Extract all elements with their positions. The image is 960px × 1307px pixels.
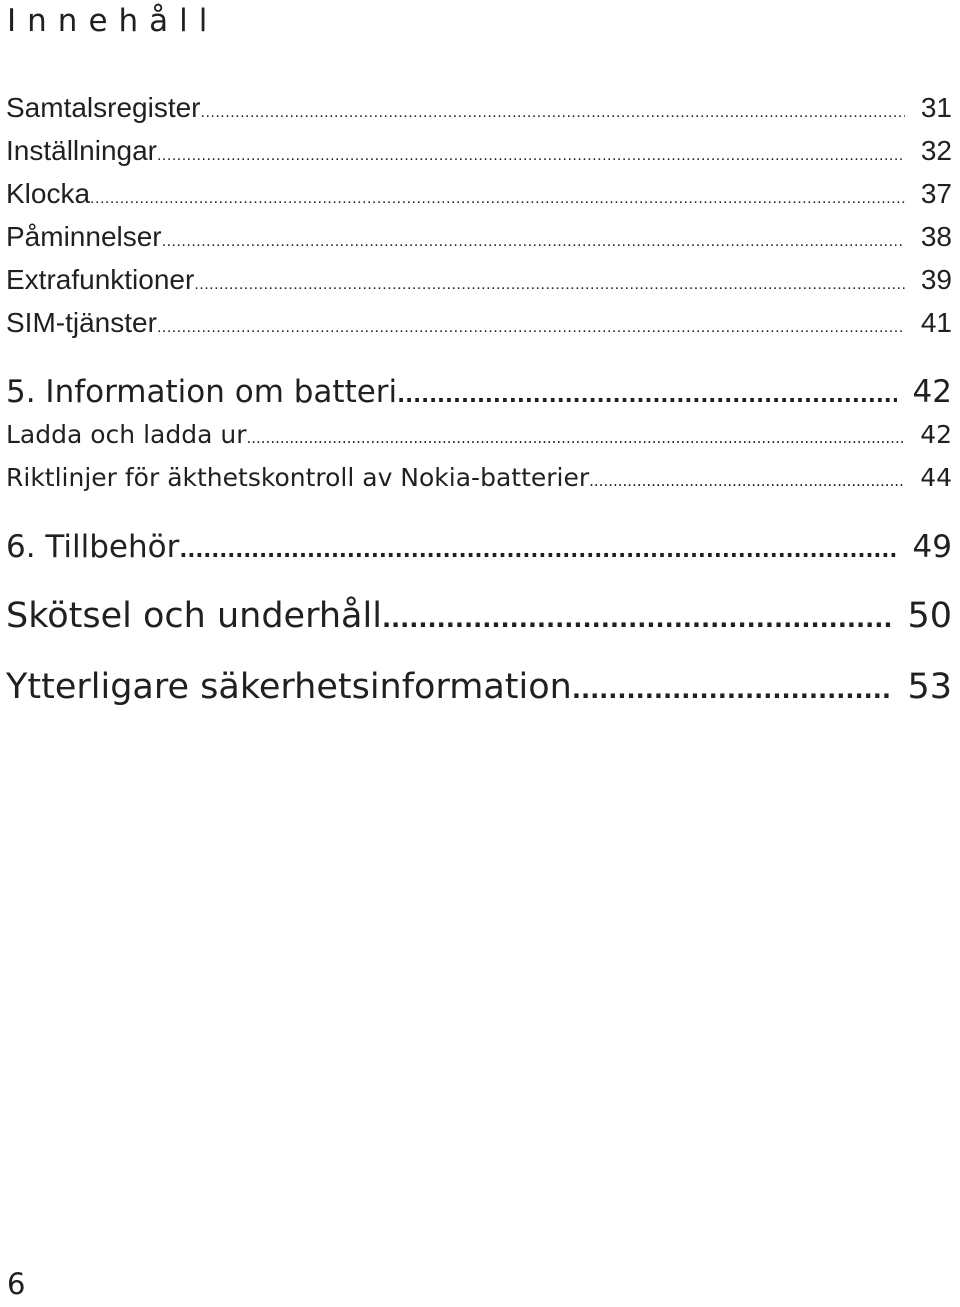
dot-leader <box>157 310 905 346</box>
toc-entry-samtalsregister[interactable] <box>6 90 952 131</box>
dot-leader <box>179 530 896 570</box>
toc-entry-page: 37 <box>920 178 952 209</box>
toc-entry-riktlinjer[interactable] <box>6 461 952 498</box>
dot-leader <box>162 224 905 260</box>
dot-leader <box>382 597 892 641</box>
dot-leader <box>246 421 904 455</box>
dot-leader <box>194 267 905 303</box>
toc-entry-klocka[interactable] <box>6 176 952 217</box>
toc-entry-page: 39 <box>920 264 952 295</box>
toc-entry-page: 41 <box>920 307 952 338</box>
toc-chapter-6[interactable] <box>6 527 952 570</box>
toc-heading: Innehåll <box>7 3 219 39</box>
dot-leader <box>589 464 904 498</box>
toc-entry-page: 32 <box>920 135 952 166</box>
toc-entry-page: 49 <box>912 529 952 565</box>
toc-entry-label: Skötsel och underhåll <box>6 596 382 636</box>
page-number: 6 <box>7 1267 26 1301</box>
dot-leader <box>201 95 905 131</box>
toc-entry-label: Påminnelser <box>6 221 162 252</box>
toc-entry-ladda[interactable] <box>6 418 952 455</box>
toc-entry-label: 6. Tillbehör <box>6 529 180 565</box>
toc-entry-sim-tjanster[interactable] <box>6 305 952 346</box>
toc-entry-paminnelser[interactable] <box>6 219 952 260</box>
toc-entry-page: 53 <box>907 667 952 707</box>
toc-entry-label: SIM-tjänster <box>6 307 157 338</box>
toc-entry-label: Ytterligare säkerhetsinformation <box>6 667 572 707</box>
toc-entry-label: Inställningar <box>6 135 157 166</box>
toc-entry-label: 5. Information om batteri <box>6 374 398 410</box>
toc-entry-page: 42 <box>920 420 952 449</box>
toc-entry-label: Samtalsregister <box>6 92 201 123</box>
toc-chapter-skotsel[interactable] <box>6 594 952 641</box>
dot-leader <box>90 181 905 217</box>
toc-entry-extrafunktioner[interactable] <box>6 262 952 303</box>
toc-entry-label: Riktlinjer för äkthetskontroll av Nokia-batterier <box>6 463 590 492</box>
toc-entry-page: 38 <box>920 221 952 252</box>
toc-entry-label: Klocka <box>6 178 91 209</box>
toc-entry-label: Ladda och ladda ur <box>6 420 247 449</box>
toc-entry-label: Extrafunktioner <box>6 264 195 295</box>
toc-entry-page: 31 <box>920 92 952 123</box>
toc-chapter-5[interactable] <box>6 372 952 415</box>
toc-entry-page: 42 <box>912 374 952 410</box>
toc-entry-page: 44 <box>920 463 952 492</box>
toc-entry-installningar[interactable] <box>6 133 952 174</box>
dot-leader <box>572 668 892 712</box>
toc-entry-page: 50 <box>907 596 952 636</box>
toc-chapter-ytterligare[interactable] <box>6 665 952 712</box>
dot-leader <box>397 375 896 415</box>
dot-leader <box>157 138 905 174</box>
